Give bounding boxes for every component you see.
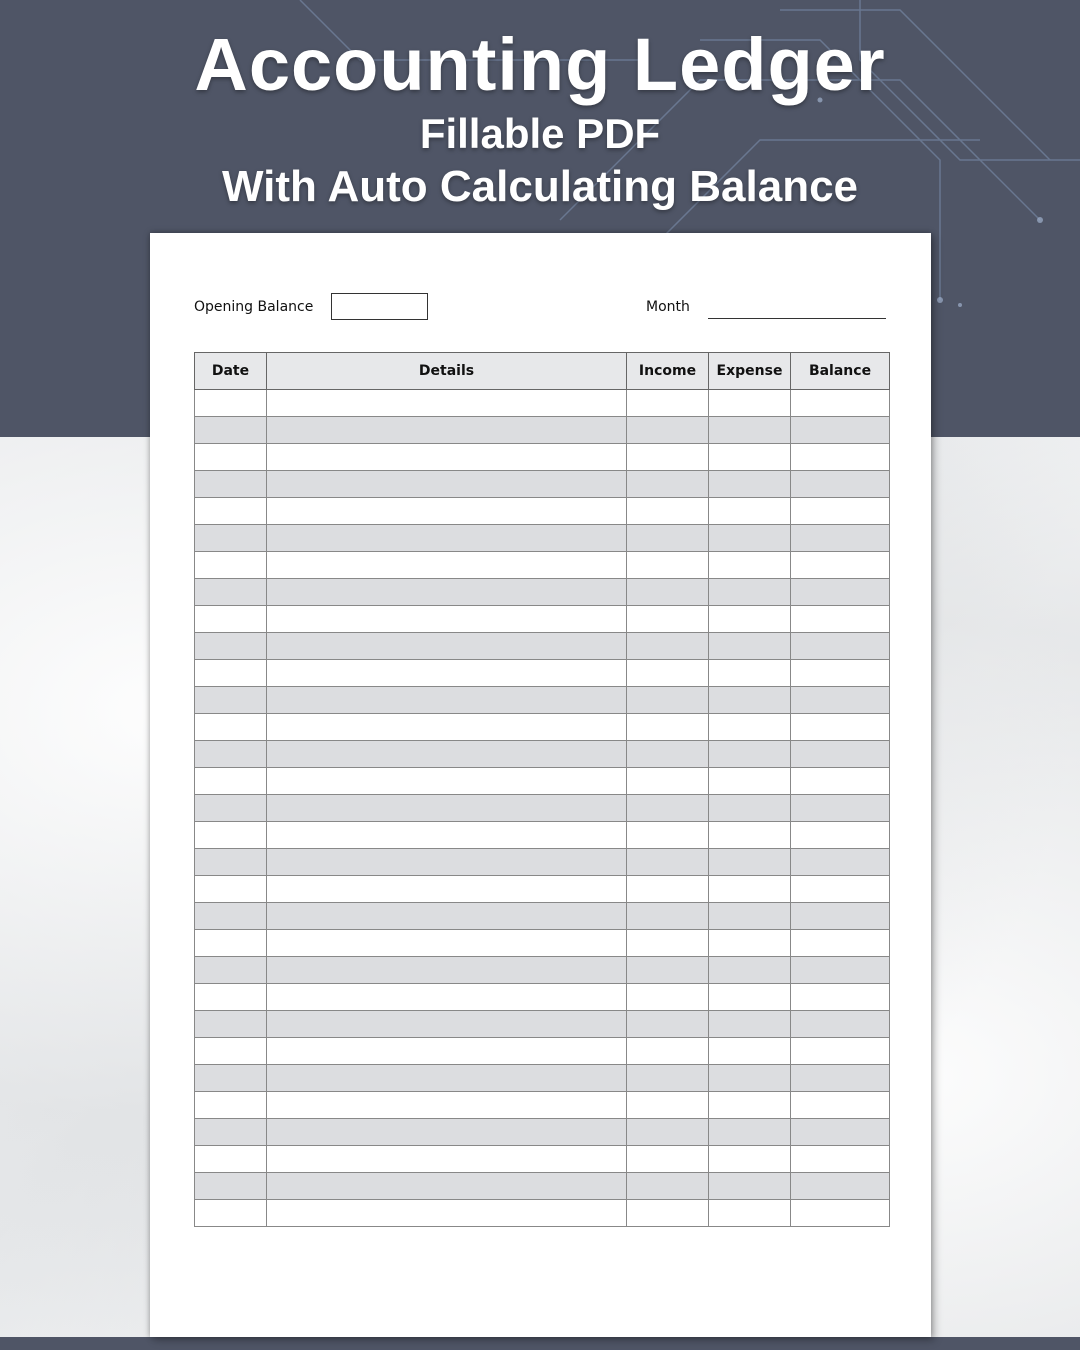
details-cell[interactable] bbox=[267, 1119, 627, 1146]
expense-cell[interactable] bbox=[709, 1119, 791, 1146]
details-cell[interactable] bbox=[267, 1065, 627, 1092]
balance-cell[interactable] bbox=[791, 822, 890, 849]
details-cell[interactable] bbox=[267, 606, 627, 633]
balance-cell[interactable] bbox=[791, 741, 890, 768]
income-cell[interactable] bbox=[627, 687, 709, 714]
balance-cell[interactable] bbox=[791, 795, 890, 822]
table-row bbox=[195, 1038, 890, 1065]
balance-cell[interactable] bbox=[791, 471, 890, 498]
date-cell[interactable] bbox=[195, 714, 267, 741]
income-cell[interactable] bbox=[627, 417, 709, 444]
details-cell[interactable] bbox=[267, 471, 627, 498]
table-row bbox=[195, 876, 890, 903]
balance-cell[interactable] bbox=[791, 417, 890, 444]
expense-cell[interactable] bbox=[709, 633, 791, 660]
details-cell[interactable] bbox=[267, 444, 627, 471]
expense-cell[interactable] bbox=[709, 660, 791, 687]
date-cell[interactable] bbox=[195, 1200, 267, 1227]
income-cell[interactable] bbox=[627, 660, 709, 687]
column-header-details: Details bbox=[267, 353, 627, 390]
income-cell[interactable] bbox=[627, 606, 709, 633]
ledger-sheet bbox=[150, 233, 931, 1337]
date-cell[interactable] bbox=[195, 390, 267, 417]
ledger-table bbox=[194, 352, 890, 1227]
expense-cell[interactable] bbox=[709, 606, 791, 633]
balance-cell[interactable] bbox=[791, 984, 890, 1011]
expense-cell[interactable] bbox=[709, 498, 791, 525]
income-cell[interactable] bbox=[627, 768, 709, 795]
table-row bbox=[195, 390, 890, 417]
details-cell[interactable] bbox=[267, 1173, 627, 1200]
income-cell[interactable] bbox=[627, 741, 709, 768]
details-cell[interactable] bbox=[267, 1092, 627, 1119]
balance-cell[interactable] bbox=[791, 849, 890, 876]
income-cell[interactable] bbox=[627, 1119, 709, 1146]
balance-cell[interactable] bbox=[791, 1038, 890, 1065]
date-cell[interactable] bbox=[195, 984, 267, 1011]
details-cell[interactable] bbox=[267, 633, 627, 660]
details-cell[interactable] bbox=[267, 930, 627, 957]
table-row bbox=[195, 444, 890, 471]
income-cell[interactable] bbox=[627, 1200, 709, 1227]
date-cell[interactable] bbox=[195, 498, 267, 525]
balance-cell[interactable] bbox=[791, 714, 890, 741]
balance-cell[interactable] bbox=[791, 957, 890, 984]
balance-cell[interactable] bbox=[791, 633, 890, 660]
income-cell[interactable] bbox=[627, 498, 709, 525]
income-cell[interactable] bbox=[627, 876, 709, 903]
details-cell[interactable] bbox=[267, 1011, 627, 1038]
details-cell[interactable] bbox=[267, 714, 627, 741]
balance-cell[interactable] bbox=[791, 390, 890, 417]
table-row bbox=[195, 1065, 890, 1092]
income-cell[interactable] bbox=[627, 1038, 709, 1065]
opening-balance-input[interactable] bbox=[331, 293, 428, 320]
details-cell[interactable] bbox=[267, 660, 627, 687]
details-cell[interactable] bbox=[267, 579, 627, 606]
expense-cell[interactable] bbox=[709, 714, 791, 741]
table-row bbox=[195, 957, 890, 984]
expense-cell[interactable] bbox=[709, 822, 791, 849]
date-cell[interactable] bbox=[195, 1146, 267, 1173]
balance-cell[interactable] bbox=[791, 876, 890, 903]
table-row bbox=[195, 525, 890, 552]
date-cell[interactable] bbox=[195, 957, 267, 984]
income-cell[interactable] bbox=[627, 471, 709, 498]
date-cell[interactable] bbox=[195, 1173, 267, 1200]
income-cell[interactable] bbox=[627, 957, 709, 984]
expense-cell[interactable] bbox=[709, 849, 791, 876]
table-row bbox=[195, 660, 890, 687]
table-row bbox=[195, 930, 890, 957]
expense-cell[interactable] bbox=[709, 741, 791, 768]
expense-cell[interactable] bbox=[709, 984, 791, 1011]
expense-cell[interactable] bbox=[709, 876, 791, 903]
table-row bbox=[195, 849, 890, 876]
table-row bbox=[195, 1119, 890, 1146]
date-cell[interactable] bbox=[195, 1092, 267, 1119]
expense-cell[interactable] bbox=[709, 903, 791, 930]
date-cell[interactable] bbox=[195, 741, 267, 768]
date-cell[interactable] bbox=[195, 822, 267, 849]
expense-cell[interactable] bbox=[709, 795, 791, 822]
table-row bbox=[195, 633, 890, 660]
income-cell[interactable] bbox=[627, 849, 709, 876]
income-cell[interactable] bbox=[627, 579, 709, 606]
expense-cell[interactable] bbox=[709, 930, 791, 957]
table-row bbox=[195, 1092, 890, 1119]
column-header-balance: Balance bbox=[791, 353, 890, 390]
subtitle-feature: With Auto Calculating Balance bbox=[221, 162, 859, 211]
details-cell[interactable] bbox=[267, 552, 627, 579]
table-header-row bbox=[195, 353, 890, 390]
table-row bbox=[195, 1146, 890, 1173]
expense-cell[interactable] bbox=[709, 1011, 791, 1038]
income-cell[interactable] bbox=[627, 1146, 709, 1173]
column-header-income: Income bbox=[627, 353, 709, 390]
income-cell[interactable] bbox=[627, 390, 709, 417]
opening-balance-label: Opening Balance bbox=[194, 299, 314, 315]
table-row bbox=[195, 903, 890, 930]
details-cell[interactable] bbox=[267, 741, 627, 768]
table-row bbox=[195, 579, 890, 606]
details-cell[interactable] bbox=[267, 876, 627, 903]
table-row bbox=[195, 552, 890, 579]
expense-cell[interactable] bbox=[709, 687, 791, 714]
expense-cell[interactable] bbox=[709, 1146, 791, 1173]
table-row bbox=[195, 1011, 890, 1038]
balance-cell[interactable] bbox=[791, 606, 890, 633]
column-header-date: Date bbox=[195, 353, 267, 390]
table-row bbox=[195, 687, 890, 714]
balance-cell[interactable] bbox=[791, 687, 890, 714]
date-cell[interactable] bbox=[195, 1065, 267, 1092]
income-cell[interactable] bbox=[627, 822, 709, 849]
balance-cell[interactable] bbox=[791, 525, 890, 552]
income-cell[interactable] bbox=[627, 1011, 709, 1038]
expense-cell[interactable] bbox=[709, 1038, 791, 1065]
balance-cell[interactable] bbox=[791, 930, 890, 957]
balance-cell[interactable] bbox=[791, 1200, 890, 1227]
expense-cell[interactable] bbox=[709, 525, 791, 552]
page-title: Accounting Ledger bbox=[194, 23, 886, 106]
column-header-expense: Expense bbox=[709, 353, 791, 390]
income-cell[interactable] bbox=[627, 1065, 709, 1092]
expense-cell[interactable] bbox=[709, 417, 791, 444]
date-cell[interactable] bbox=[195, 768, 267, 795]
expense-cell[interactable] bbox=[709, 768, 791, 795]
date-cell[interactable] bbox=[195, 444, 267, 471]
details-cell[interactable] bbox=[267, 390, 627, 417]
date-cell[interactable] bbox=[195, 633, 267, 660]
date-cell[interactable] bbox=[195, 606, 267, 633]
date-cell[interactable] bbox=[195, 579, 267, 606]
balance-cell[interactable] bbox=[791, 552, 890, 579]
expense-cell[interactable] bbox=[709, 471, 791, 498]
income-cell[interactable] bbox=[627, 795, 709, 822]
balance-cell[interactable] bbox=[791, 1092, 890, 1119]
date-cell[interactable] bbox=[195, 795, 267, 822]
table-row bbox=[195, 714, 890, 741]
date-cell[interactable] bbox=[195, 1038, 267, 1065]
date-cell[interactable] bbox=[195, 849, 267, 876]
details-cell[interactable] bbox=[267, 525, 627, 552]
details-cell[interactable] bbox=[267, 687, 627, 714]
date-cell[interactable] bbox=[195, 876, 267, 903]
balance-cell[interactable] bbox=[791, 1119, 890, 1146]
income-cell[interactable] bbox=[627, 903, 709, 930]
table-row bbox=[195, 1173, 890, 1200]
details-cell[interactable] bbox=[267, 1146, 627, 1173]
balance-cell[interactable] bbox=[791, 498, 890, 525]
date-cell[interactable] bbox=[195, 930, 267, 957]
expense-cell[interactable] bbox=[709, 1065, 791, 1092]
balance-cell[interactable] bbox=[791, 1173, 890, 1200]
table-row bbox=[195, 768, 890, 795]
date-cell[interactable] bbox=[195, 525, 267, 552]
balance-cell[interactable] bbox=[791, 444, 890, 471]
income-cell[interactable] bbox=[627, 1092, 709, 1119]
table-row bbox=[195, 606, 890, 633]
expense-cell[interactable] bbox=[709, 1173, 791, 1200]
balance-cell[interactable] bbox=[791, 579, 890, 606]
balance-cell[interactable] bbox=[791, 660, 890, 687]
details-cell[interactable] bbox=[267, 849, 627, 876]
table-row bbox=[195, 795, 890, 822]
expense-cell[interactable] bbox=[709, 579, 791, 606]
table-row bbox=[195, 741, 890, 768]
details-cell[interactable] bbox=[267, 984, 627, 1011]
table-row bbox=[195, 417, 890, 444]
details-cell[interactable] bbox=[267, 822, 627, 849]
month-label: Month bbox=[646, 299, 690, 315]
date-cell[interactable] bbox=[195, 687, 267, 714]
income-cell[interactable] bbox=[627, 525, 709, 552]
details-cell[interactable] bbox=[267, 498, 627, 525]
expense-cell[interactable] bbox=[709, 1200, 791, 1227]
expense-cell[interactable] bbox=[709, 444, 791, 471]
table-row bbox=[195, 471, 890, 498]
date-cell[interactable] bbox=[195, 417, 267, 444]
month-input[interactable] bbox=[708, 318, 886, 319]
income-cell[interactable] bbox=[627, 714, 709, 741]
subtitle-fillable: Fillable PDF bbox=[419, 110, 661, 157]
income-cell[interactable] bbox=[627, 1173, 709, 1200]
balance-cell[interactable] bbox=[791, 1065, 890, 1092]
table-row bbox=[195, 984, 890, 1011]
balance-cell[interactable] bbox=[791, 1146, 890, 1173]
expense-cell[interactable] bbox=[709, 552, 791, 579]
balance-cell[interactable] bbox=[791, 1011, 890, 1038]
details-cell[interactable] bbox=[267, 795, 627, 822]
details-cell[interactable] bbox=[267, 1200, 627, 1227]
details-cell[interactable] bbox=[267, 417, 627, 444]
table-row bbox=[195, 1200, 890, 1227]
income-cell[interactable] bbox=[627, 444, 709, 471]
income-cell[interactable] bbox=[627, 552, 709, 579]
income-cell[interactable] bbox=[627, 984, 709, 1011]
expense-cell[interactable] bbox=[709, 390, 791, 417]
date-cell[interactable] bbox=[195, 1011, 267, 1038]
expense-cell[interactable] bbox=[709, 957, 791, 984]
details-cell[interactable] bbox=[267, 957, 627, 984]
bottom-bar bbox=[0, 1337, 1080, 1350]
balance-cell[interactable] bbox=[791, 768, 890, 795]
date-cell[interactable] bbox=[195, 1119, 267, 1146]
date-cell[interactable] bbox=[195, 903, 267, 930]
table-row bbox=[195, 822, 890, 849]
details-cell[interactable] bbox=[267, 768, 627, 795]
income-cell[interactable] bbox=[627, 633, 709, 660]
balance-cell[interactable] bbox=[791, 903, 890, 930]
details-cell[interactable] bbox=[267, 1038, 627, 1065]
details-cell[interactable] bbox=[267, 903, 627, 930]
income-cell[interactable] bbox=[627, 930, 709, 957]
date-cell[interactable] bbox=[195, 660, 267, 687]
date-cell[interactable] bbox=[195, 552, 267, 579]
ledger-body bbox=[195, 390, 890, 1227]
table-row bbox=[195, 498, 890, 525]
date-cell[interactable] bbox=[195, 471, 267, 498]
expense-cell[interactable] bbox=[709, 1092, 791, 1119]
